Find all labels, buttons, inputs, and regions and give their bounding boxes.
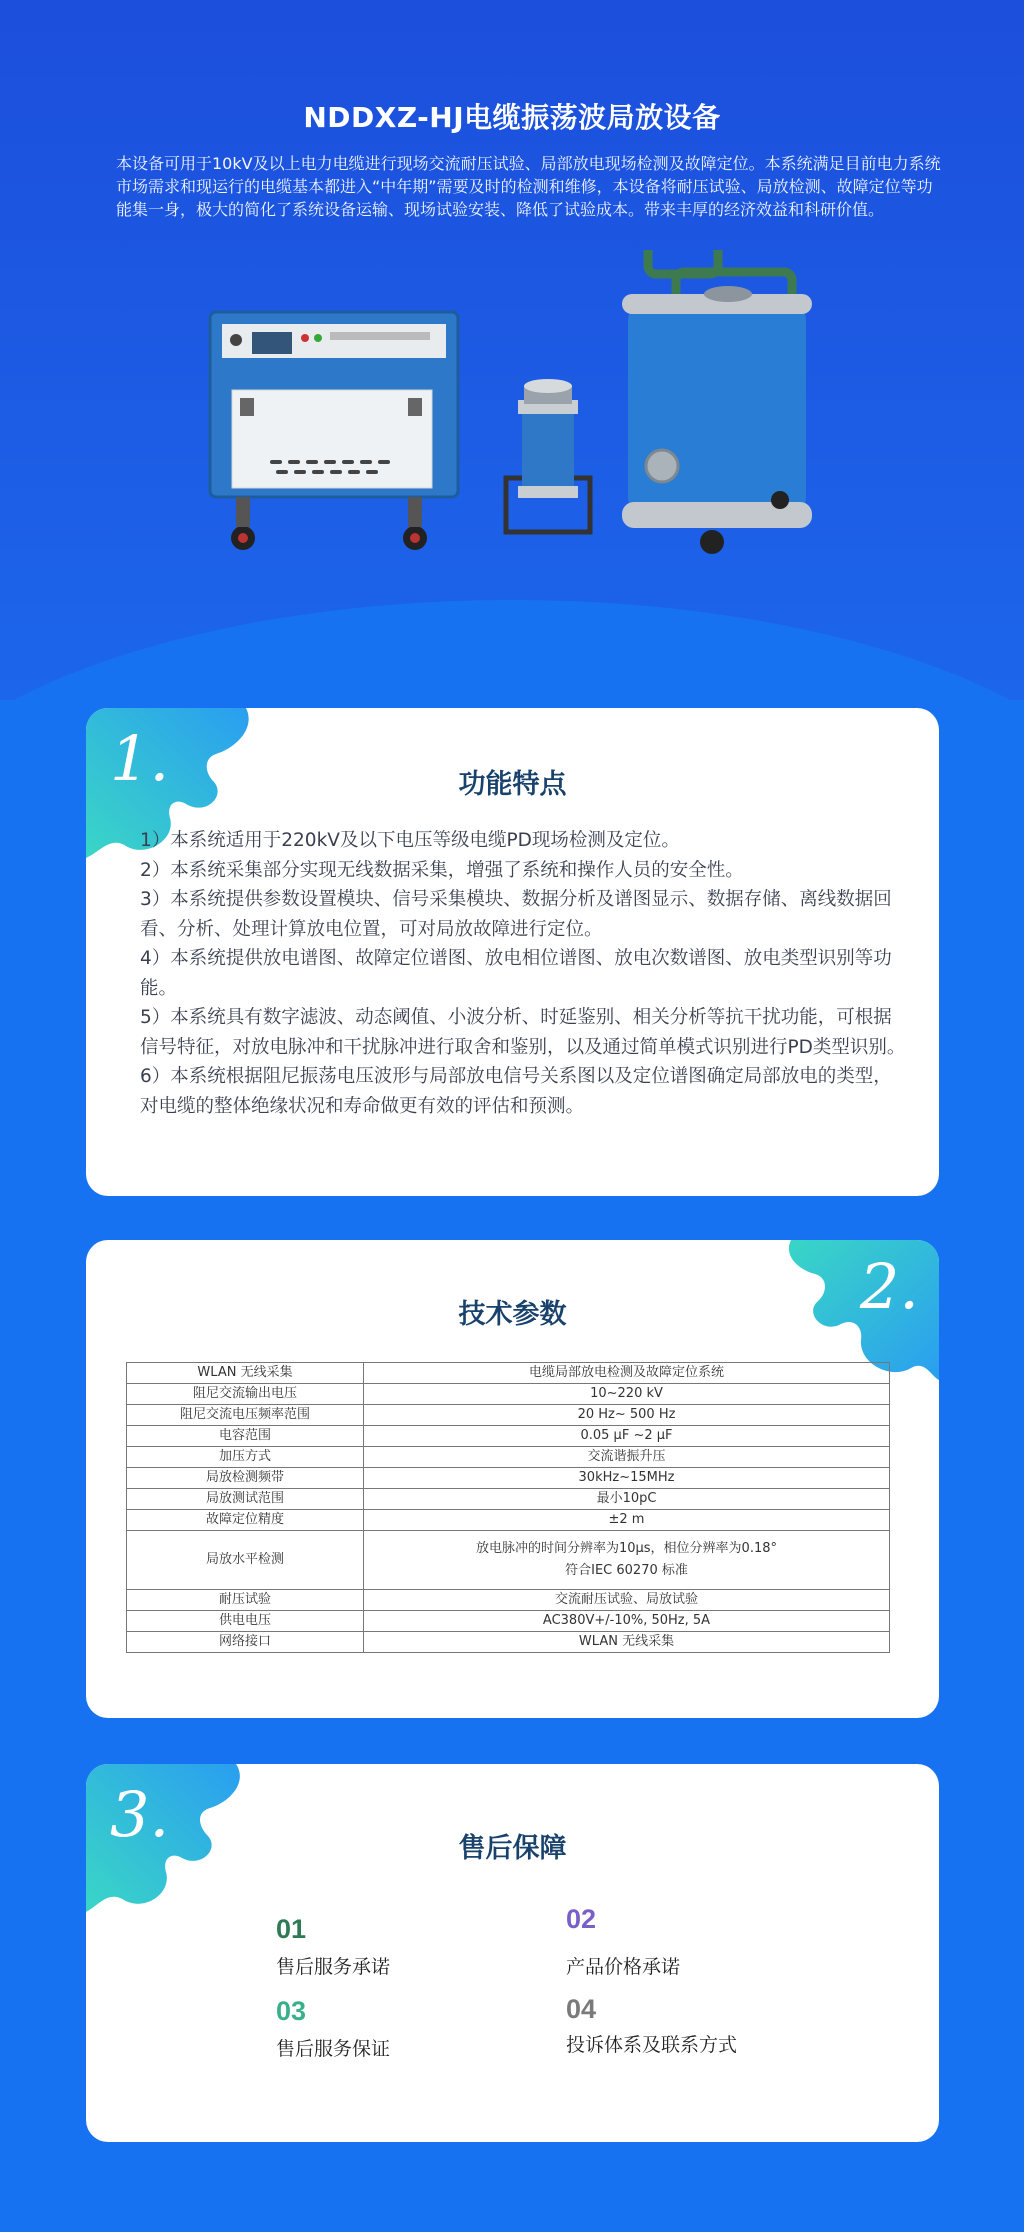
feature-item: 4）本系统提供放电谱图、故障定位谱图、放电相位谱图、放电次数谱图、放电类型识别等功能。 <box>140 948 892 999</box>
spec-key: 局放检测频带 <box>127 1468 364 1489</box>
spec-key: 故障定位精度 <box>127 1510 364 1531</box>
page-title: NDDXZ-HJ电缆振荡波局放设备 <box>303 101 721 134</box>
control-cabinet <box>210 312 458 550</box>
service-number: 01 <box>276 1914 307 1944</box>
intro-paragraph: 本设备可用于10kV及以上电力电缆进行现场交流耐压试验、局部放电现场检测及故障定位。本系统满足目前电力系统市场需求和现运行的电缆基本都进入“中年期”需要及时的检测和维修，本设备将耐压试验、局放检测、故障定位等功能集一身，极大的简化了系统设备运输、现场试验安装、降低了试验成本。带来丰厚的经济效益和科研价值。 <box>116 154 941 219</box>
product-image <box>0 250 1024 570</box>
section-number: 2. <box>859 1250 919 1323</box>
service-number: 04 <box>566 1994 597 2024</box>
service-label[interactable]: 投诉体系及联系方式 <box>566 2034 738 2056</box>
table-row <box>127 1632 890 1653</box>
spec-key: 电容范围 <box>127 1426 364 1447</box>
spec-value: 20 Hz~ 500 Hz <box>364 1405 890 1426</box>
service-title: 售后保障 <box>458 1833 567 1864</box>
service-number: 02 <box>566 1904 597 1934</box>
spec-key: 加压方式 <box>127 1447 364 1468</box>
spec-value: 电缆局部放电检测及故障定位系统 <box>364 1363 890 1384</box>
service-label[interactable]: 售后服务承诺 <box>276 1956 391 1978</box>
features-title: 功能特点 <box>458 769 567 800</box>
small-capacitor <box>506 379 590 532</box>
section-number: 3. <box>110 1778 170 1851</box>
spec-value-line: 符合IEC 60270 标准 <box>565 1563 688 1578</box>
table-row <box>127 1447 890 1468</box>
table-row <box>127 1531 890 1590</box>
spec-value: 交流谐振升压 <box>364 1447 890 1468</box>
table-row <box>127 1468 890 1489</box>
feature-item: 2）本系统采集部分实现无线数据采集，增强了系统和操作人员的安全性。 <box>140 859 744 881</box>
table-row <box>127 1426 890 1447</box>
service-number: 03 <box>276 1996 307 2026</box>
spec-key: 局放水平检测 <box>127 1531 364 1590</box>
spec-value: AC380V+/-10%, 50Hz, 5A <box>364 1611 890 1632</box>
feature-item: 6）本系统根据阻尼振荡电压波形与局部放电信号关系图以及定位谱图确定局部放电的类型，对电缆的整体绝缘状况和寿命做更有效的评估和预测。 <box>140 1066 892 1117</box>
spec-value: 10~220 kV <box>364 1384 890 1405</box>
spec-key: 耐压试验 <box>127 1590 364 1611</box>
feature-item: 3）本系统提供参数设置模块、信号采集模块、数据分析及谱图显示、数据存储、离线数据回看、分析、处理计算放电位置，可对局放故障进行定位。 <box>140 889 892 940</box>
spec-key: WLAN 无线采集 <box>127 1363 364 1384</box>
spec-value <box>364 1531 890 1590</box>
service-label[interactable]: 售后服务保证 <box>276 2038 391 2060</box>
spec-value: 0.05 μF ~2 μF <box>364 1426 890 1447</box>
table-row <box>127 1384 890 1405</box>
table-row <box>127 1489 890 1510</box>
table-row <box>127 1405 890 1426</box>
service-label[interactable]: 产品价格承诺 <box>566 1956 681 1978</box>
specs-card <box>86 1240 939 1718</box>
table-row <box>127 1611 890 1632</box>
spec-value: 交流耐压试验、局放试验 <box>364 1590 890 1611</box>
feature-item: 5）本系统具有数字滤波、动态阈值、小波分析、时延鉴别、相关分析等抗干扰功能，可根据信号特征，对放电脉冲和干扰脉冲进行取舍和鉴别，以及通过简单模式识别进行PD类型识别。 <box>140 1007 906 1058</box>
spec-value: ±2 m <box>364 1510 890 1531</box>
specs-title: 技术参数 <box>458 1299 567 1330</box>
spec-key: 局放测试范围 <box>127 1489 364 1510</box>
features-card <box>86 708 939 1196</box>
spec-value: 最小10pC <box>364 1489 890 1510</box>
spec-value: WLAN 无线采集 <box>364 1632 890 1653</box>
table-row <box>127 1590 890 1611</box>
table-row <box>127 1510 890 1531</box>
service-card <box>86 1764 939 2142</box>
table-row <box>127 1363 890 1384</box>
section-number: 1. <box>110 722 170 795</box>
large-reactor <box>622 250 812 554</box>
spec-table <box>126 1362 890 1653</box>
spec-key: 阻尼交流输出电压 <box>127 1384 364 1405</box>
spec-key: 阻尼交流电压频率范围 <box>127 1405 364 1426</box>
feature-item: 1）本系统适用于220kV及以下电压等级电缆PD现场检测及定位。 <box>140 830 680 851</box>
features-list <box>140 826 910 1121</box>
spec-value: 30kHz~15MHz <box>364 1468 890 1489</box>
product-illustration <box>0 250 1024 570</box>
spec-value-line: 放电脉冲的时间分辨率为10μs，相位分辨率为0.18° <box>475 1541 778 1556</box>
spec-key: 供电电压 <box>127 1611 364 1632</box>
spec-key: 网络接口 <box>127 1632 364 1653</box>
